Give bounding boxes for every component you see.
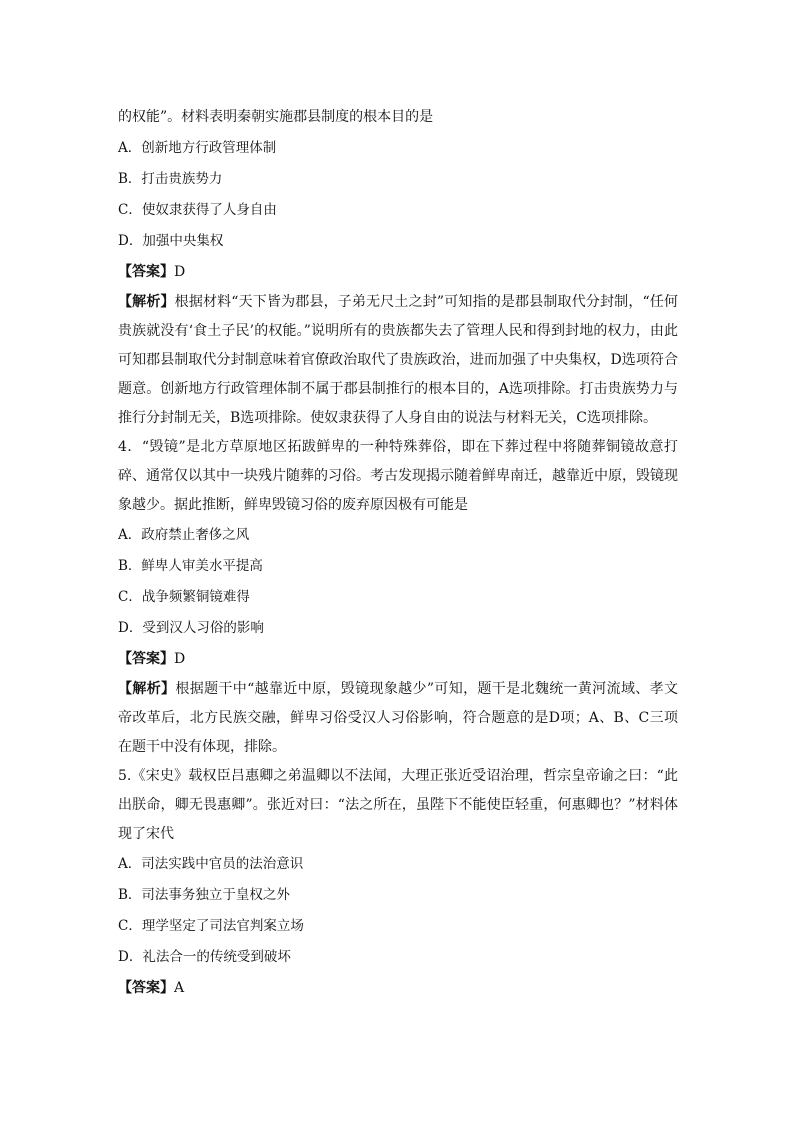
answer-label: 【答案】 — [118, 651, 174, 667]
answer-value: D — [174, 264, 186, 280]
question-3-stem-tail: 的权能”。材料表明秦朝实施郡县制度的根本目的是 — [118, 109, 434, 125]
question-3-option-d: D．加强中央集权 — [118, 233, 224, 249]
question-5-stem: 5.《宋史》载权臣吕惠卿之弟温卿以不法闻，大理正张近受诏治理，哲宗皇帝谕之曰：“此出朕命，卿无畏惠卿”。张近对曰：“法之所在，虽陛下不能使臣轻重，何惠卿也？”材料体现了宋代 — [118, 768, 678, 842]
question-4-analysis — [118, 675, 678, 762]
question-4-option-a: A．政府禁止奢侈之风 — [118, 527, 250, 543]
analysis-text: 根据材料“天下皆为郡县，子弟无尺土之封”可知指的是郡县制取代分封制，“任何贵族就没有‘食土子民’的权能。”说明所有的贵族都失去了管理人民和得到封地的权力，由此可知郡县制取代分封制意味着官僚政治取代了贵族政治，进而加强了中央集权，D选项符合题意。创新地方行政管理体制不属于郡县制推行的根本目的，A选项排除。打击贵族势力与推行分封制无关，B选项排除。使奴隶获得了人身自由的说法与材料无关，C选项排除。 — [118, 294, 678, 426]
analysis-text: 根据题干中“越靠近中原，毁镜现象越少”可知，题干是北魏统一黄河流域、孝文帝改革后，北方民族交融，鲜卑习俗受汉人习俗影响，符合题意的是D项；A、B、C三项在题干中没有体现，排除。 — [118, 681, 679, 755]
answer-label: 【答案】 — [118, 264, 174, 280]
question-3-analysis — [118, 288, 678, 433]
question-5-answer — [118, 973, 678, 1004]
question-5-option-a: A．司法实践中官员的法治意识 — [118, 856, 304, 872]
question-5-option-d: D．礼法合一的传统受到破坏 — [118, 949, 291, 965]
question-5-option-c: C．理学坚定了司法官判案立场 — [118, 918, 304, 934]
document-page — [118, 102, 678, 1004]
question-4-option-c: C．战争频繁铜镜难得 — [118, 589, 250, 605]
question-3-option-c: C．使奴隶获得了人身自由 — [118, 202, 277, 218]
question-3-option-a: A．创新地方行政管理体制 — [118, 140, 277, 156]
analysis-label: 【解析】 — [118, 681, 176, 697]
question-3-answer — [118, 257, 678, 288]
question-4-option-d: D．受到汉人习俗的影响 — [118, 620, 264, 636]
answer-value: A — [174, 980, 185, 996]
question-4-stem: 4．“毁镜”是北方草原地区拓跋鲜卑的一种特殊葬俗，即在下葬过程中将随葬铜镜故意打碎、通常仅以其中一块残片随葬的习俗。考古发现揭示随着鲜卑南迁，越靠近中原，毁镜现象越少。据此推断，鲜卑毁镜习俗的废弃原因极有可能是 — [118, 439, 678, 513]
answer-label: 【答案】 — [118, 980, 174, 996]
analysis-label: 【解析】 — [118, 294, 175, 310]
question-5-option-b: B．司法事务独立于皇权之外 — [118, 887, 290, 903]
question-4-option-b: B．鲜卑人审美水平提高 — [118, 558, 263, 574]
question-3-option-b: B．打击贵族势力 — [118, 171, 223, 187]
answer-value: D — [174, 651, 186, 667]
question-4-answer — [118, 644, 678, 675]
